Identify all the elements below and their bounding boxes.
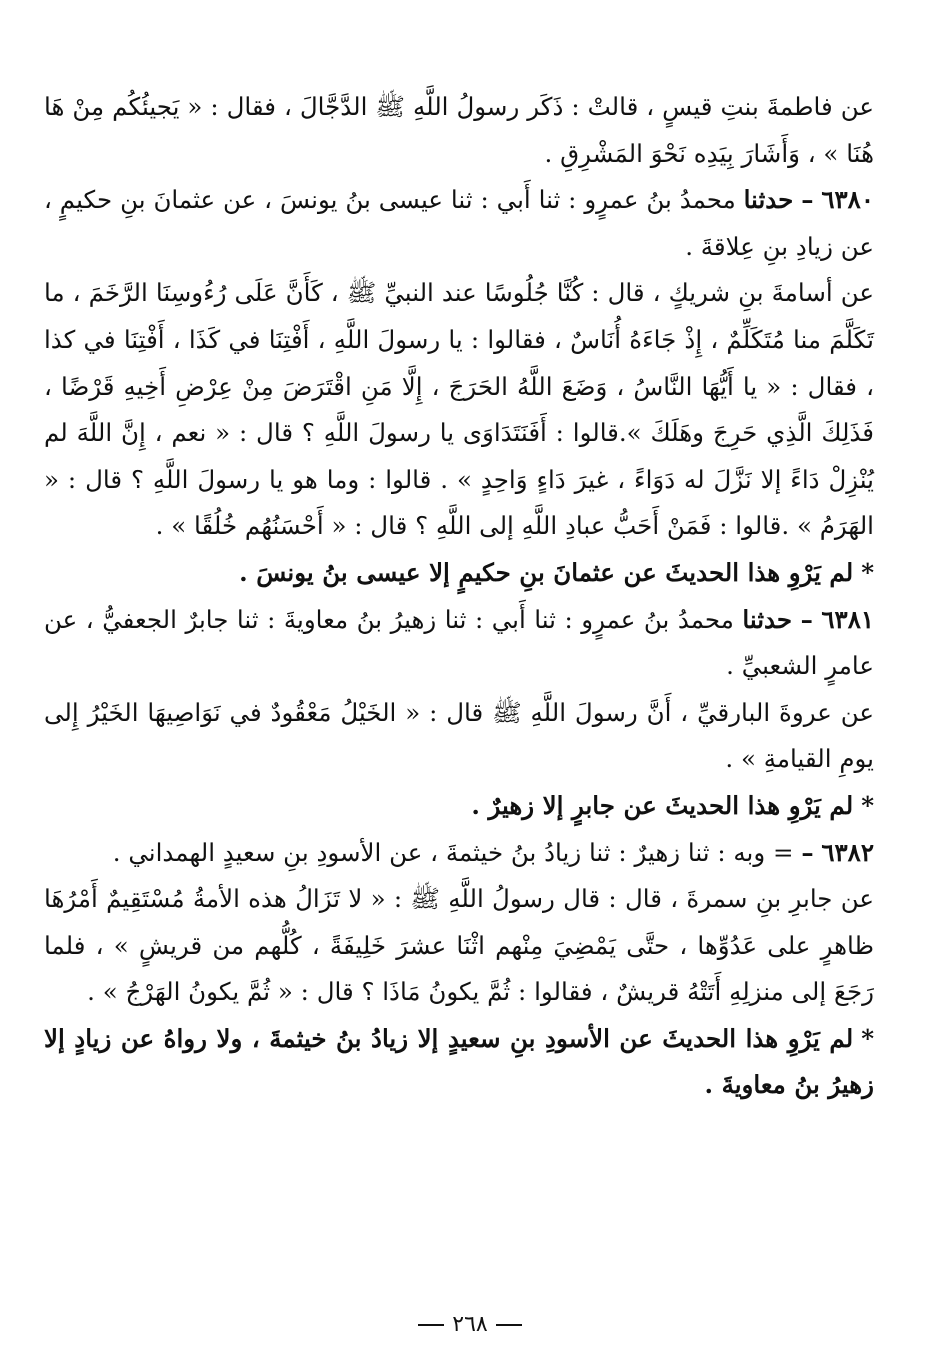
isnad-head: حدثنا [742,604,793,634]
isnad-6382 [44,830,874,877]
isnad-6380 [44,177,874,270]
matn-paragraph-1 [44,84,874,177]
hadith-dash: – [801,185,814,215]
page-number [0,1312,940,1337]
page-number-dash-right [418,1324,444,1326]
matn-text: عن عروةَ البارقيِّ ، أَنَّ رسولَ اللَّهِ ﷺ قال : « الخَيْلُ مَعْقُودٌ في نَوَاصِيهَا الخَيْرُ إِلى يومِ القيامةِ » . [44,697,874,774]
asterisk-mark: * [861,1023,874,1053]
hadith-number: ٦٣٨١ [821,604,875,634]
asterisk-mark: * [861,557,874,587]
isnad-text: = وبه : ثنا زهيرٌ : ثنا زيادُ بنُ خيثمةَ ، عن الأسودِ بنِ سعيدٍ الهمداني . [112,837,794,867]
matn-text: عن فاطمةَ بنتِ قيسٍ ، قالتْ : ذَكَر رسولُ اللَّهِ ﷺ الدَّجَّالَ ، فقال : « يَجيئُكُم مِنْ هَا هُنَا » ، وَأَشَارَ بِيَدِه نَحْوَ المَشْرِقِ . [44,92,874,168]
note-6381 [44,783,874,830]
isnad-head: حدثنا [743,185,794,215]
note-text: لم يَرْوِ هذا الحديثَ عن الأسودِ بنِ سعيدٍ إلا زيادُ بنُ خيثمةَ ، ولا رواهُ عن زيادٍ إلا زهيرُ بنُ معاويةَ . [44,1023,874,1100]
matn-paragraph-4 [44,876,874,1016]
asterisk-mark: * [861,790,874,820]
page-number-text: ٢٦٨ [452,1312,488,1337]
matn-text: عن جابرِ بنِ سمرةَ ، قال : قال رسولُ اللَّهِ ﷺ : « لا تَزَالُ هذه الأمةُ مُسْتَقِيمٌ أَمْرُهَا ظاهرٍ على عَدُوِّها ، حتَّى يَمْضِيَ مِنْهم اثْنَا عشرَ خَلِيفَةً ، كُلُّهم من قريشٍ » ، فلما رَجَعَ إلى منزلِهِ أَتَتْهُ قريشٌ ، فقالوا : ثُمَّ يكونُ مَاذَا ؟ قال : « ثُمَّ يكونُ الهَرْجُ » . [44,884,874,1007]
matn-paragraph-3 [44,690,874,783]
hadith-dash: – [800,604,813,634]
isnad-6381 [44,597,874,690]
hadith-number: ٦٣٨٠ [821,185,874,215]
matn-text: عن أسامةَ بنِ شريكٍ ، قال : كُنَّا جُلُوسًا عند النبيِّ ﷺ ، كَأَنَّ عَلَى رُءُوسِنَا الرَّخَمَ ، ما تَكَلَّمَ منا مُتَكَلِّمٌ ، إِذْ جَاءَهُ أُنَاسٌ ، فقالوا : يا رسولَ اللَّهِ ، أَفْتِنَا في كَذَا ، أَفْتِنَا في كذا ، فقال : « يا أَيُّهَا النَّاسُ ، وَضَعَ اللَّهُ الحَرَجَ ، إِلَّا مَنِ اقْتَرَضَ مِنْ عِرْضِ أَخِيهِ قَرْضًا ، فَذَلِكَ الَّذِي حَرِجَ وهَلَكَ ».قالوا : أَفَنَتَدَاوَى يا رسولَ اللَّهِ ؟ قال : « نعم ، إِنَّ اللَّهَ لم يُنْزِلْ دَاءً إلا نَزَّلَ له دَوَاءً ، غيرَ دَاءٍ وَاحِدٍ » . قالوا : وما هو يا رسولَ اللَّهِ ؟ قال : « الهَرَمُ » .قالوا : فَمَنْ أَحَبُّ عبادِ اللَّهِ إلى اللَّهِ ؟ قال : « أَحْسَنُهُم خُلُقًا » . [44,278,874,541]
page-body [44,84,874,1109]
hadith-dash: – [801,837,814,867]
matn-paragraph-2 [44,270,874,550]
note-text: لم يَرْوِ هذا الحديثَ عن عثمانَ بنِ حكيمٍ إلا عيسى بنُ يونسَ . [239,557,854,587]
page-number-dash-left [496,1324,522,1326]
note-6380 [44,550,874,597]
isnad-text: محمدُ بنُ عمرٍو : ثنا أَبي : ثنا زهيرُ بنُ معاويةَ : ثنا جابرٌ الجعفيُّ ، عن عامرٍ الشعبيِّ . [44,604,874,681]
note-text: لم يَرْوِ هذا الحديثَ عن جابرٍ إلا زهيرٌ . [471,790,854,820]
isnad-text: محمدُ بنُ عمرٍو : ثنا أَبي : ثنا عيسى بنُ يونسَ ، عن عثمانَ بنِ حكيمٍ ، عن زيادِ بنِ عِلاقةَ . [44,185,874,261]
hadith-number: ٦٣٨٢ [821,837,874,867]
note-6382 [44,1016,874,1109]
